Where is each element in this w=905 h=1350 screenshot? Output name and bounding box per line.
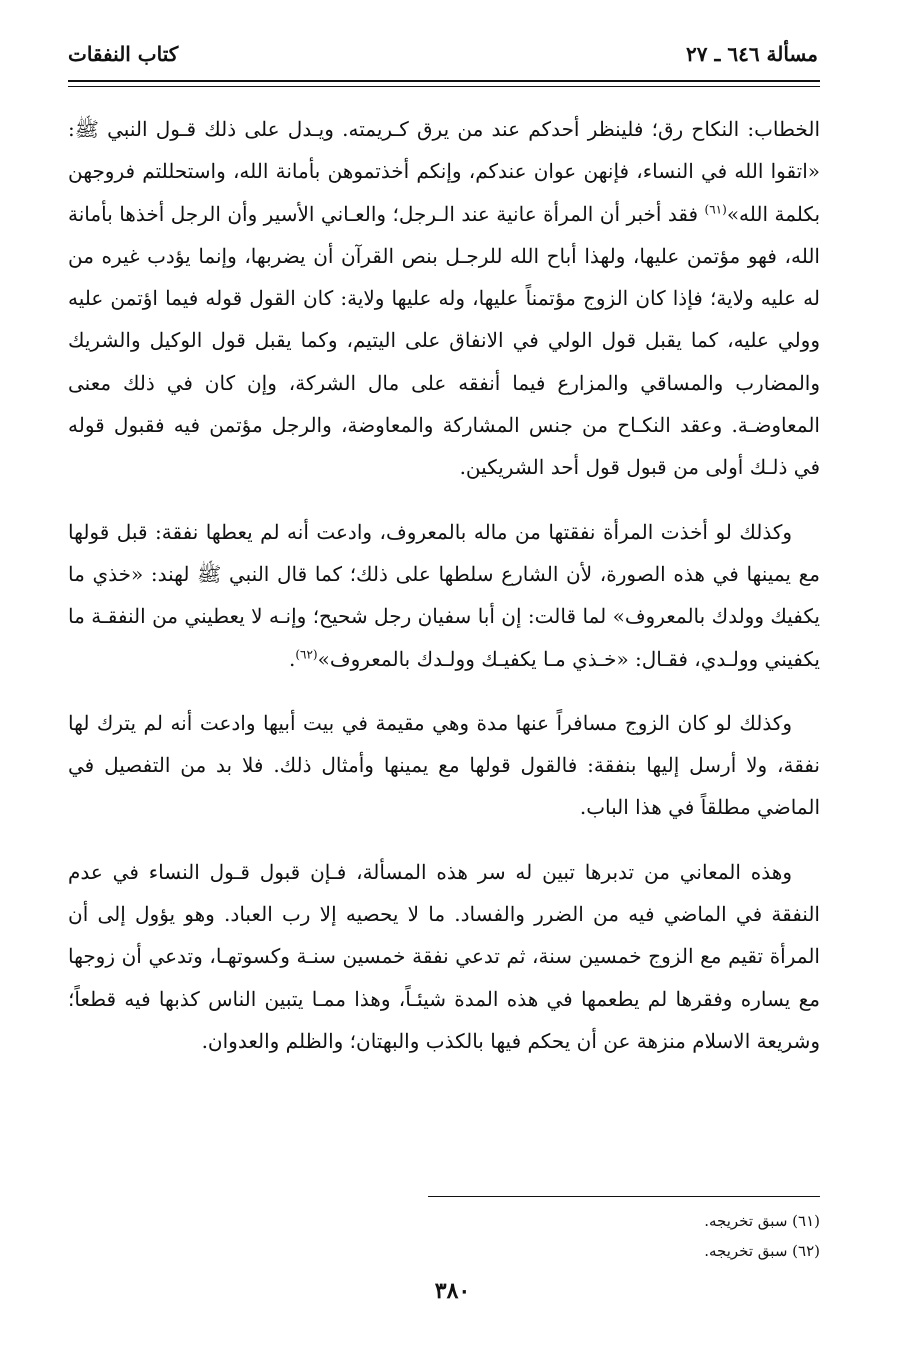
paragraph-2 [68, 511, 820, 680]
paragraph-2-end: . [288, 646, 296, 671]
running-header [68, 42, 818, 76]
page-number: ٣٨٠ [434, 1278, 471, 1304]
footnote-62: (٦٢) سبق تخريجه. [704, 1242, 820, 1260]
paragraph-3: وكذلك لو كان الزوج مسافراً عنها مدة وهي مقيمة في بيت أبيها وادعت أنه لم يترك لها نفقة، ولا أرسل إليها بنفقة: فالقول قولها مع يمينها وأمثال ذلك. فلا بد من التفصيل في الماضي مطلقاً في هذا الباب. [68, 710, 820, 820]
main-text [68, 108, 820, 1084]
header-rule [68, 80, 820, 82]
paragraph-1-start: الخطاب: النكاح رق؛ فلينظر أحدكم عند من يرق كـريمته. ويـدل على ذلك قـول النبي ﷺ: «اتقوا الله في النساء، فإنهن عوان عندكم، وإنكم أخذتموهن بأمانة الله، واستحللتم فروجهن بكلمة الله» [68, 117, 821, 226]
paragraph-2-text: وكذلك لو أخذت المرأة نفقتها من ماله بالمعروف، وادعت أنه لم يعطها نفقة: قبل قولها مع يمينها في هذه الصورة، لأن الشارع سلطها على ذلك؛ كما قال النبي ﷺ لهند: «خذي ما يكفيك وولدك بالمعروف» لما قالت: إن أبا سفيان رجل شحيح؛ وإنـه لا يعطيني من النفقـة ما يكفيني وولـدي، فقـال: «خـذي مـا يكفيـك وولـدك بالمعروف» [68, 519, 820, 671]
paragraph-1 [68, 108, 820, 489]
footnote-ref-61: (٦١) [704, 201, 727, 216]
header-rule-thin [68, 86, 820, 87]
footnotes [68, 1206, 820, 1266]
paragraph-1-rest: فقد أخبر أن المرأة عانية عند الـرجل؛ والعـاني الأسير وأن الرجل أخذها بأمانة الله، فهو مؤتمن عليها، ولهذا أباح الله للرجـل بنص القرآن أن يضربها، وإنما يؤدب غيره من له عليه ولاية؛ فإذا كان الزوج مؤتمناً عليها، وله عليها ولاية: كان القول قوله فيما اؤتمن عليه وولي عليه، كما يقبل قول الولي في الانفاق على اليتيم، وكما يقبل قول الوكيل والشريك والمضارب والمساقي والمزارع فيما أنفقه على مال الشركة، وإن كان في ذلك معنى المعاوضـة. وعقد النكـاح من جنس المشاركة والمعاوضة، والرجل مؤتمن فيه فقبول قوله في ذلـك أولى من قبول قول أحد الشريكين. [68, 201, 820, 480]
footnote-separator [428, 1196, 820, 1197]
footnote-61: (٦١) سبق تخريجه. [704, 1212, 820, 1230]
book-title-heading: كتاب النفقات [68, 42, 179, 66]
paragraph-4: وهذه المعاني من تدبرها تبين له سر هذه المسألة، فـإن قبول قـول النساء في عدم النفقة في الماضي فيه من الضرر والفساد. ما لا يحصيه إلا رب العباد. وهو يؤول إلى أن المرأة تقيم مع الزوج خمسين سنة، ثم تدعي نفقة خمسين سنـة وكسوتهـا، وتدعي أن زوجها مع يساره وفقرها لم يطعمها في هذه المدة شيئـاً، وهذا ممـا يتبين الناس كذبها فيه قطعاً؛ وشريعة الاسلام منزهة عن أن يحكم فيها بالكذب والبهتان؛ والظلم والعدوان. [68, 859, 820, 1053]
issue-number-heading: مسألة ٦٤٦ ـ ٢٧ [686, 42, 818, 66]
footnote-ref-62: (٦٢) [295, 646, 318, 661]
